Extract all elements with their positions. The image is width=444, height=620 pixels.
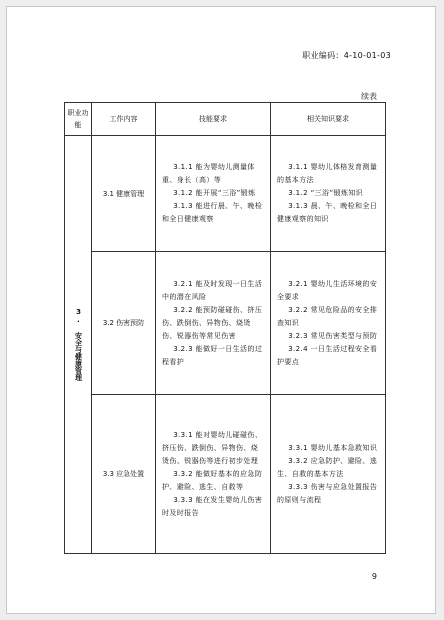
occupation-code: 职业编码：4-10-01-03: [302, 51, 391, 60]
header-function: 职业功能: [65, 103, 92, 136]
skill-item: 3.1.2 能开展“三浴”锻炼: [173, 189, 256, 197]
table-row: [65, 136, 386, 252]
skill-item: 3.3.2 能做好基本的应急防护、避险、逃生、自救等: [162, 469, 263, 491]
skill-cell: [156, 252, 271, 395]
knowledge-cell: [271, 252, 386, 395]
knowledge-item: 3.3.3 伤害与应急处置报告的原则与流程: [277, 482, 378, 504]
function-cell: [65, 136, 92, 554]
skill-item: 3.2.2 能预防碰碰伤、挤压伤、跌倒伤、异物伤、烧烫伤、锐器伤等常见伤害: [162, 305, 263, 340]
work-cell: 3.2 伤害预防: [92, 252, 156, 395]
knowledge-item: 3.3.1 婴幼儿基本急救知识: [288, 443, 378, 452]
knowledge-item: 3.2.3 常见伤害类型与预防: [288, 331, 378, 340]
knowledge-item: 3.1.2 “三浴”锻炼知识: [288, 189, 364, 197]
skills-table: [64, 102, 386, 554]
skill-item: 3.2.1 能及时发现一日生活中的潜在风险: [162, 279, 263, 301]
skill-cell: [156, 395, 271, 554]
knowledge-cell: [271, 136, 386, 252]
table-row: [65, 395, 386, 554]
knowledge-item: 3.1.1 婴幼儿体格发育测量的基本方法: [277, 163, 378, 184]
skill-item: 3.3.1 能对婴幼儿碰碰伤、挤压伤、跌倒伤、异物伤、烧烫伤、锐器伤等进行初步处理: [162, 430, 263, 465]
skill-cell: [156, 136, 271, 252]
work-cell: 3.1 健康管理: [92, 136, 156, 252]
document-page: [6, 6, 436, 614]
work-cell: 3.3 应急处置: [92, 395, 156, 554]
knowledge-cell: [271, 395, 386, 554]
knowledge-item: 3.2.1 婴幼儿生活环境的安全要求: [277, 279, 378, 301]
skill-item: 3.2.3 能做好一日生活的过程看护: [162, 344, 263, 366]
continued-label: 续表: [361, 92, 377, 101]
header-knowledge: 相关知识要求: [271, 103, 386, 136]
function-label: 3. 安全与健康管理: [74, 308, 83, 381]
header-work: 工作内容: [92, 103, 156, 136]
table-header-row: [65, 103, 386, 136]
knowledge-item: 3.2.4 一日生活过程安全看护要点: [277, 344, 378, 366]
skill-item: 3.1.1 能为婴幼儿测量体重、身长（高）等: [162, 163, 255, 184]
knowledge-item: 3.1.3 晨、午、晚检和全日健康观察的知识: [277, 202, 378, 223]
knowledge-item: 3.3.2 应急防护、避险、逃生、自救的基本方法: [277, 456, 378, 478]
skill-item: 3.1.3 能进行晨、午、晚检和全日健康观察: [162, 202, 263, 223]
skill-item: 3.3.3 能在发生婴幼儿伤害时及时报告: [162, 495, 263, 517]
table-row: [65, 252, 386, 395]
knowledge-item: 3.2.2 常见危险品的安全排查知识: [277, 305, 378, 327]
header-skill: 技能要求: [156, 103, 271, 136]
page-number: 9: [371, 572, 377, 581]
